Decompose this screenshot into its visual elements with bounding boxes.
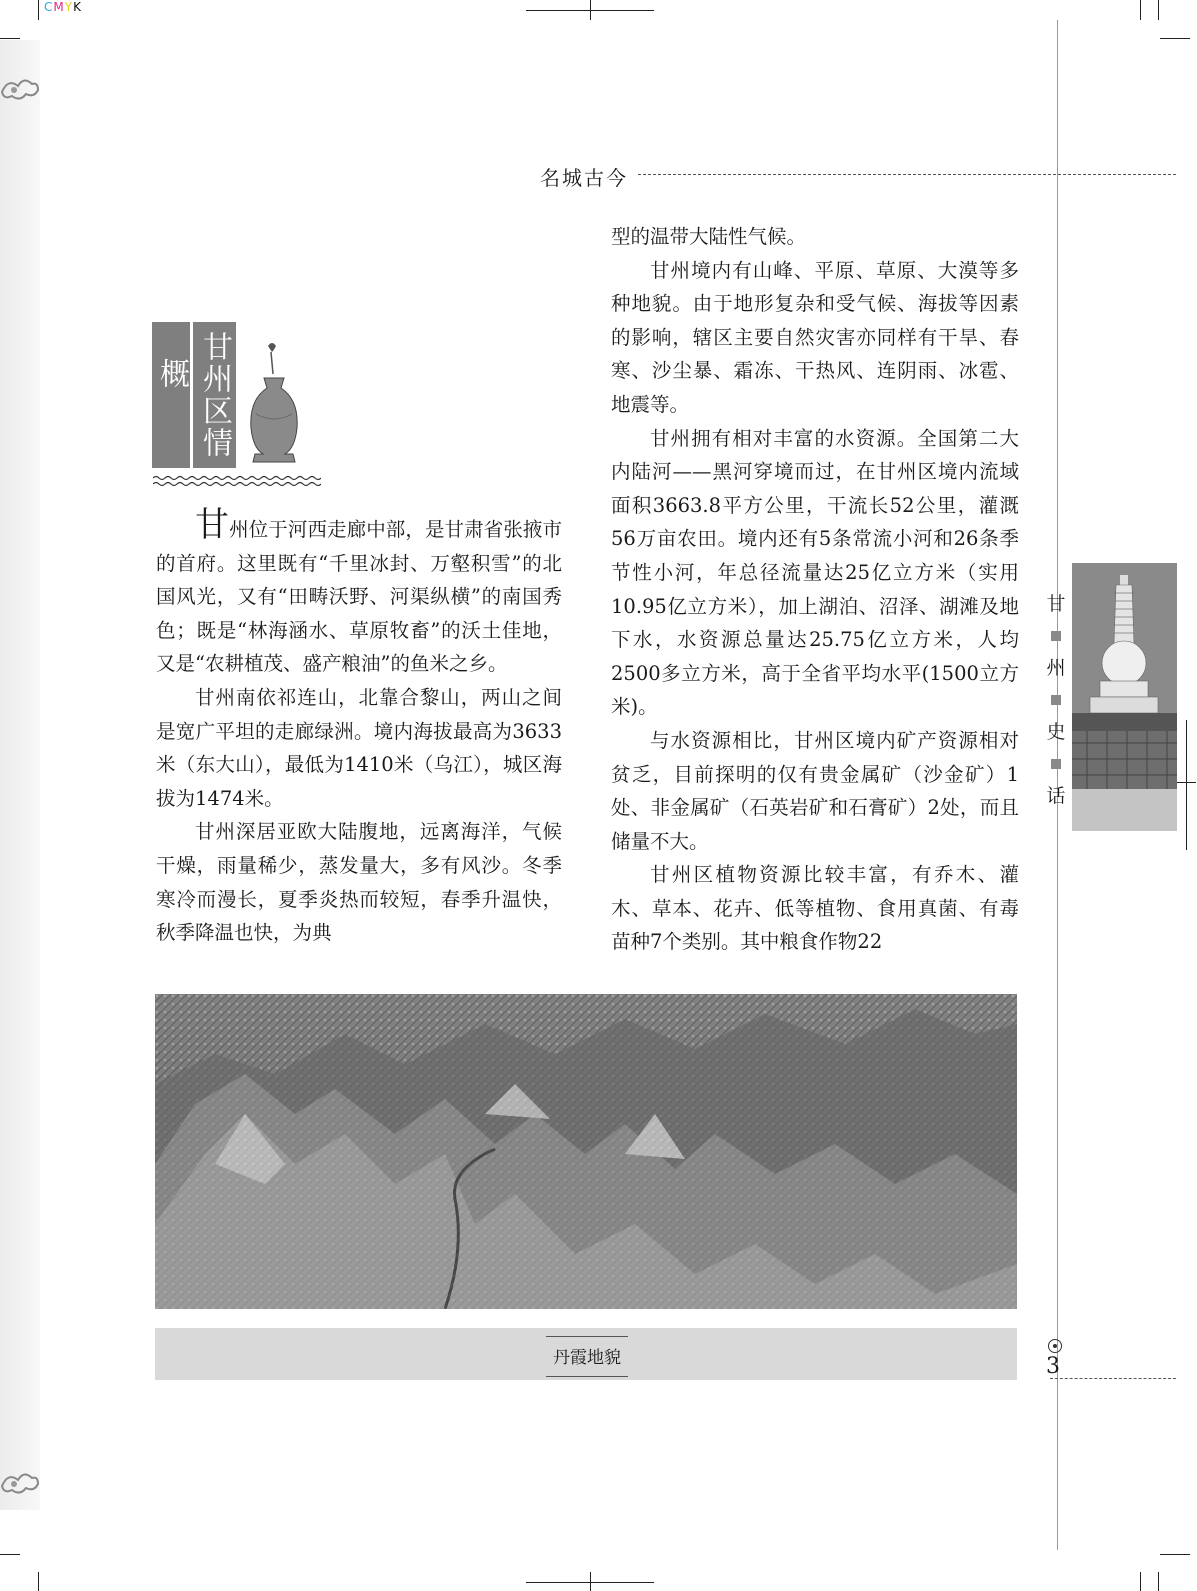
side-tab-char: 州 bbox=[1046, 657, 1066, 679]
crop-mark bbox=[1160, 38, 1190, 39]
side-tab-char: 话 bbox=[1046, 785, 1066, 807]
paragraph: 型的温带大陆性气候。 bbox=[611, 225, 807, 248]
pottery-vase-icon bbox=[242, 340, 306, 468]
side-tab-title bbox=[1042, 588, 1070, 812]
paragraph: 与水资源相比，甘州区境内矿产资源相对贫乏，目前探明的仅有贵金属矿（沙金矿）1处、非金属矿（石英岩矿和石膏矿）2处，而且储量不大。 bbox=[611, 728, 1019, 853]
square-bullet-icon bbox=[1051, 759, 1061, 769]
crop-mark bbox=[0, 1554, 20, 1555]
paragraph: 甘州位于河西走廊中部，是甘肃省张掖市的首府。这里既有“千里冰封、万壑积雪”的北国风光，又有“田畴沃野、河渠纵横”的南国秀色；既是“林海涵水、草原牧畜”的沃土佳地，又是“农耕植茂、盛产粮油”的鱼米之乡。 bbox=[156, 505, 562, 676]
section-title-block bbox=[116, 322, 236, 468]
danxia-landform-photo bbox=[155, 994, 1017, 1309]
crop-mark bbox=[38, 1572, 39, 1591]
cloud-ornament-icon bbox=[0, 72, 40, 106]
crop-mark bbox=[1160, 1554, 1190, 1555]
pagoda-photo bbox=[1072, 563, 1177, 831]
body-column-right bbox=[611, 220, 1019, 959]
crop-mark bbox=[1140, 0, 1141, 20]
crop-mark bbox=[0, 38, 20, 39]
side-tab-char: 史 bbox=[1046, 721, 1066, 743]
crop-mark bbox=[590, 1572, 591, 1591]
paragraph: 甘州区植物资源比较丰富，有乔木、灌木、草本、花卉、低等植物、食用真菌、有毒苗种7个类别。其中粮食作物22 bbox=[611, 863, 1019, 954]
page-marker-icon bbox=[1048, 1339, 1062, 1353]
dropcap: 甘 bbox=[195, 505, 230, 545]
square-bullet-icon bbox=[1051, 695, 1061, 705]
page-number: 3 bbox=[1046, 1354, 1060, 1379]
paragraph: 甘州南依祁连山，北靠合黎山，两山之间是宽广平坦的走廊绿洲。境内海拔最高为3633米（东大山），最低为1410米（乌江），城区海拔为1474米。 bbox=[156, 685, 562, 810]
cmyk-color-bar: CMYK bbox=[44, 0, 82, 14]
paragraph: 甘州拥有相对丰富的水资源。全国第二大内陆河——黑河穿境而过，在甘州区境内流域面积3663.8平方公里，干流长52公里，灌溉56万亩农田。境内还有5条常流小河和26条季节性小河，年总径流量达25亿立方米（实用10.95亿立方米），加上湖泊、沼泽、湖滩及地下水，水资源总量达25.75亿立方米，人均2500多立方米，高于全省平均水平(1500立方米)。 bbox=[611, 426, 1019, 719]
figure-caption: 丹霞地貌 bbox=[546, 1336, 628, 1377]
paragraph: 甘州境内有山峰、平原、草原、大漠等多种地貌。由于地形复杂和受气候、海拔等因素的影响，辖区主要自然灾害亦同样有干旱、春寒、沙尘暴、霜冻、干热风、连阴雨、冰雹、地震等。 bbox=[611, 258, 1019, 416]
crop-mark bbox=[38, 0, 39, 20]
cloud-ornament-icon bbox=[0, 1466, 40, 1500]
crop-mark bbox=[590, 0, 591, 20]
section-title-district: 甘州区情 bbox=[193, 322, 236, 468]
crop-mark bbox=[1158, 0, 1159, 20]
running-header-title: 名城古今 bbox=[540, 166, 628, 190]
section-title-overview: 概览 bbox=[152, 322, 190, 468]
body-column-left bbox=[156, 505, 562, 950]
footer-dashed-rule bbox=[1050, 1378, 1176, 1379]
crop-mark bbox=[1186, 720, 1187, 850]
paragraph: 甘州深居亚欧大陆腹地，远离海洋，气候干燥，雨量稀少，蒸发量大，多有风沙。冬季寒冷而漫长，夏季炎热而较短，春季升温快，秋季降温也快，为典 bbox=[156, 820, 562, 945]
side-tab-char: 甘 bbox=[1046, 593, 1066, 615]
side-decorative-strip bbox=[0, 40, 40, 1510]
header-dashed-rule bbox=[638, 174, 1176, 175]
crop-mark bbox=[1158, 1572, 1159, 1591]
wave-divider bbox=[153, 474, 321, 488]
crop-mark bbox=[1140, 1572, 1141, 1591]
square-bullet-icon bbox=[1051, 631, 1061, 641]
